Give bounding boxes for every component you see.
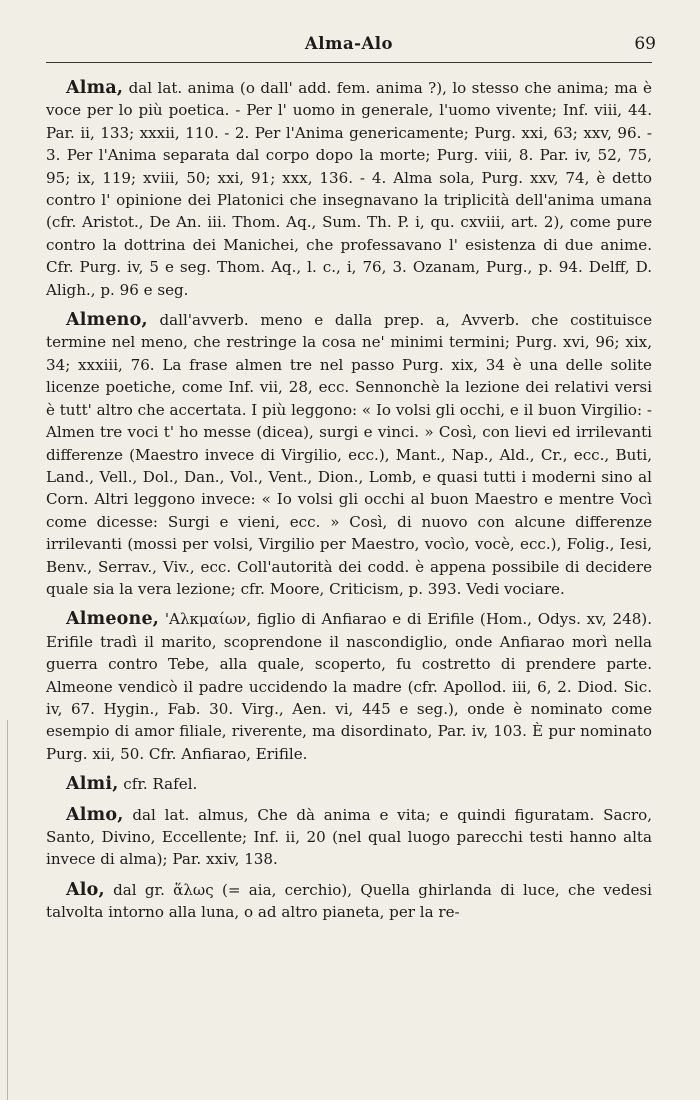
entry-text: dal lat. anima (o dall' add. fem. anima ?), lo stesso che anima; ma è voce per lo più poetica. - Per l' uomo in generale, l'uomo vivente; Inf. viii, 44. Par. ii, 133; xxxii, 110. - 2. Per l'Anima genericamente; Purg. xxi, 63; xxv, 96. - 3. Per l'Anima separata dal corpo dopo la morte; Purg. viii, 8. Par. iv, 52, 75, 95; ix, 119; xviii, 50; xxi, 91; xxx, 136. - 4. Alma sola, Purg. xxv, 74, è detto contro l' opinione dei Platonici che insegnavano la triplicità dell'anima umana (cfr. Aristot., De An. iii. Thom. Aq., Sum. Th. P. i, qu. cxviii, art. 2), come pure contro la dottrina dei Manichei, che professavano l' esistenza di due anime. Cfr. Purg. iv, 5 e seg. Thom. Aq., l. c., i, 76, 3. Ozanam, Purg., p. 94. Delff, D. Aligh., p. 96 e seg. [46, 79, 652, 299]
entry-text: dal lat. almus, Che dà anima e vita; e quindi figuratam. Sacro, Santo, Divino, Eccellente; Inf. ii, 20 (nel qual luogo parecchi testi hanno alta invece di alma); Par. xxiv, 138. [46, 805, 652, 869]
page-number: 69 [634, 34, 656, 54]
running-title: Alma-Alo [304, 34, 394, 53]
entry-almeno [46, 309, 652, 600]
headword: Alma, [66, 78, 124, 98]
entry-alma [46, 77, 652, 301]
entry-almeone [46, 608, 652, 765]
header-rule [46, 62, 652, 63]
entry-text: 'Αλκμαίων, figlio di Anfiarao e di Erifile (Hom., Odys. xv, 248). Erifile tradì il marito, scoprendone il nascondiglio, onde Anfiarao morì nella guerra contro Tebe, alla quale, scoperto, fu costretto di prendere parte. Almeone vendicò il padre uccidendo la madre (cfr. Apollod. iii, 6, 2. Diod. Sic. iv, 67. Hygin., Fab. 30. Virg., Aen. vi, 445 e seg.), onde è nominato come esempio di amor filiale, riverente, ma disordinato, Par. iv, 103. È pur nominato Purg. xii, 50. Cfr. Anfiarao, Erifile. [46, 610, 652, 763]
entry-almi [46, 773, 652, 795]
headword: Almi, [66, 774, 119, 795]
dictionary-page [46, 34, 656, 932]
headword: Almeno, [66, 310, 148, 331]
entry-text: dall'avverb. meno e dalla prep. a, Avverb. che costituisce termine nel meno, che restringe la cosa ne' minimi termini; Purg. xvi, 96; xix, 34; xxxiii, 76. La frase almen tre nel passo Purg. xix, 34 è una delle solite licenze poetiche, come Inf. vii, 28, ecc. Sennonchè la lezione dei relativi versi è tutt' altro che accertata. I più leggono: « Io volsi gli occhi, e il buon Virgilio: - Almen tre voci t' ho messe (dicea), surgi e vinci. » Così, con lievi ed irrilevanti differenze (Maestro invece di Virgilio, ecc.), Mant., Nap., Ald., Cr., ecc., Buti, Land., Vell., Dol., Dan., Vol., Vent., Dion., Lomb, e quasi tutti i moderni sino al Corn. Altri leggono invece: « Io volsi gli occhi al buon Maestro e mentre Vocì come dicesse: Surgi e vieni, ecc. » Così, di nuovo con alcune differenze irrilevanti (mossi per volsi, Virgilio per Maestro, vocìo, vocè, ecc.), Folig., Iesi, Benv., Serrav., Viv., ecc. Coll'autorità dei codd. è appena possibile di decidere quale sia la vera lezione; cfr. Moore, Criticism, p. 393. Vedi vociare. [46, 311, 652, 598]
entry-almo [46, 804, 652, 871]
entry-alo [46, 879, 652, 924]
entry-text: dal gr. ἅλως (= aia, cerchio), Quella ghirlanda di luce, che vedesi talvolta intorno alla luna, o ad altro pianeta, per la re- [46, 880, 652, 922]
gutter-shadow [7, 720, 8, 1100]
headword: Alo, [66, 879, 105, 900]
headword: Almo, [66, 804, 124, 825]
entry-text: cfr. Rafel. [118, 775, 198, 794]
running-header [46, 34, 656, 60]
headword: Almeone, [66, 609, 160, 630]
